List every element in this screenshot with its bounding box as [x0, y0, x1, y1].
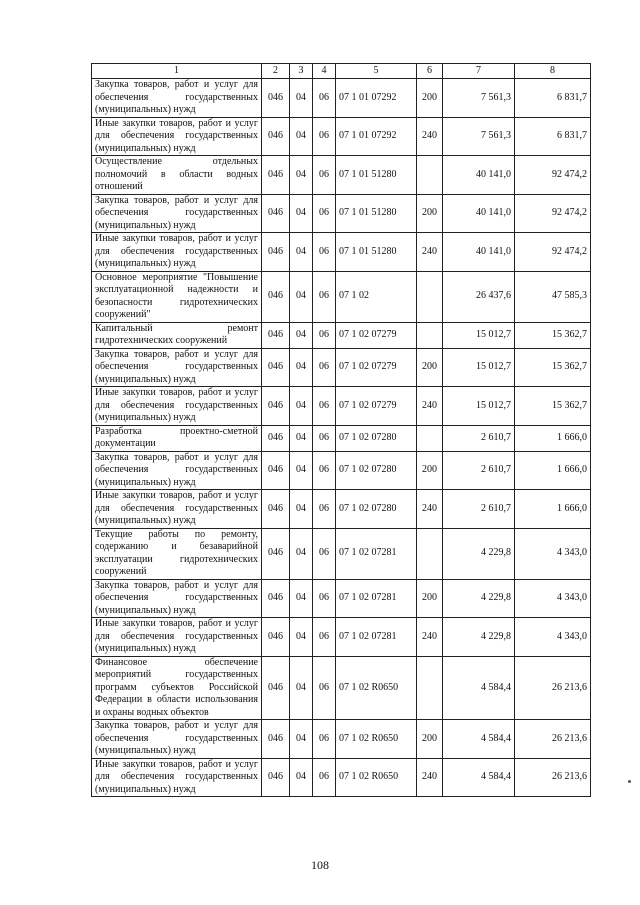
- admin-code-cell: 046: [262, 528, 290, 579]
- expense-type-cell: [417, 322, 443, 348]
- section-cell: 04: [290, 156, 313, 195]
- amount-year-2-cell: 6 831,7: [515, 117, 591, 156]
- target-article-cell: 07 1 01 51280: [336, 156, 417, 195]
- section-cell: 04: [290, 117, 313, 156]
- amount-year-2-cell: 15 362,7: [515, 348, 591, 387]
- expense-type-cell: 240: [417, 387, 443, 426]
- section-cell: 04: [290, 451, 313, 490]
- table-row: [92, 528, 591, 579]
- table-row: [92, 194, 591, 233]
- expense-type-cell: [417, 156, 443, 195]
- subsection-cell: 06: [313, 322, 336, 348]
- amount-year-1-cell: 40 141,0: [443, 233, 515, 272]
- row-name-cell: Закупка товаров, работ и услуг для обеспечения государственных (муниципальных) нужд: [92, 579, 262, 618]
- expense-type-cell: 200: [417, 194, 443, 233]
- subsection-cell: 06: [313, 618, 336, 657]
- amount-year-2-cell: 92 474,2: [515, 194, 591, 233]
- section-cell: 04: [290, 618, 313, 657]
- amount-year-1-cell: 4 229,8: [443, 618, 515, 657]
- table-row: [92, 387, 591, 426]
- amount-year-2-cell: 6 831,7: [515, 79, 591, 118]
- amount-year-1-cell: 2 610,7: [443, 490, 515, 529]
- target-article-cell: 07 1 01 07292: [336, 79, 417, 118]
- target-article-cell: 07 1 02 07279: [336, 387, 417, 426]
- row-name-cell: Иные закупки товаров, работ и услуг для обеспечения государственных (муниципальных) нужд: [92, 758, 262, 797]
- table-row: [92, 233, 591, 272]
- column-header: 7: [443, 64, 515, 79]
- table-row: [92, 490, 591, 529]
- admin-code-cell: 046: [262, 425, 290, 451]
- row-name-cell: Разработка проектно-сметной документации: [92, 425, 262, 451]
- amount-year-1-cell: 15 012,7: [443, 322, 515, 348]
- row-name-cell: Закупка товаров, работ и услуг для обеспечения государственных (муниципальных) нужд: [92, 79, 262, 118]
- row-name-cell: Иные закупки товаров, работ и услуг для обеспечения государственных (муниципальных) нужд: [92, 490, 262, 529]
- admin-code-cell: 046: [262, 720, 290, 759]
- amount-year-1-cell: 4 584,4: [443, 720, 515, 759]
- column-header: 5: [336, 64, 417, 79]
- expense-type-cell: [417, 425, 443, 451]
- target-article-cell: 07 1 02 R0650: [336, 656, 417, 720]
- amount-year-1-cell: 4 229,8: [443, 528, 515, 579]
- amount-year-2-cell: 15 362,7: [515, 387, 591, 426]
- table-row: [92, 451, 591, 490]
- target-article-cell: 07 1 02 07279: [336, 322, 417, 348]
- amount-year-1-cell: 2 610,7: [443, 451, 515, 490]
- amount-year-1-cell: 26 437,6: [443, 271, 515, 322]
- amount-year-1-cell: 7 561,3: [443, 79, 515, 118]
- admin-code-cell: 046: [262, 490, 290, 529]
- column-header: 6: [417, 64, 443, 79]
- table-row: [92, 656, 591, 720]
- expense-type-cell: [417, 656, 443, 720]
- table-row: [92, 348, 591, 387]
- table-row: [92, 618, 591, 657]
- admin-code-cell: 046: [262, 194, 290, 233]
- admin-code-cell: 046: [262, 656, 290, 720]
- amount-year-2-cell: 15 362,7: [515, 322, 591, 348]
- admin-code-cell: 046: [262, 579, 290, 618]
- subsection-cell: 06: [313, 271, 336, 322]
- target-article-cell: 07 1 02 R0650: [336, 720, 417, 759]
- column-header: 4: [313, 64, 336, 79]
- admin-code-cell: 046: [262, 451, 290, 490]
- expense-type-cell: 240: [417, 233, 443, 272]
- target-article-cell: 07 1 02 07280: [336, 490, 417, 529]
- section-cell: 04: [290, 271, 313, 322]
- admin-code-cell: 046: [262, 348, 290, 387]
- amount-year-2-cell: 4 343,0: [515, 528, 591, 579]
- expense-type-cell: 200: [417, 348, 443, 387]
- table-row: [92, 720, 591, 759]
- target-article-cell: 07 1 02 07280: [336, 425, 417, 451]
- table-row: [92, 322, 591, 348]
- amount-year-1-cell: 15 012,7: [443, 348, 515, 387]
- section-cell: 04: [290, 425, 313, 451]
- expense-type-cell: [417, 271, 443, 322]
- target-article-cell: 07 1 02 R0650: [336, 758, 417, 797]
- target-article-cell: 07 1 02 07279: [336, 348, 417, 387]
- subsection-cell: 06: [313, 194, 336, 233]
- row-name-cell: Закупка товаров, работ и услуг для обеспечения государственных (муниципальных) нужд: [92, 194, 262, 233]
- subsection-cell: 06: [313, 156, 336, 195]
- subsection-cell: 06: [313, 579, 336, 618]
- amount-year-2-cell: 92 474,2: [515, 156, 591, 195]
- row-name-cell: Основное мероприятие "Повышение эксплуатационной надежности и безопасности гидротехнических сооружений": [92, 271, 262, 322]
- amount-year-1-cell: 15 012,7: [443, 387, 515, 426]
- expense-type-cell: 240: [417, 618, 443, 657]
- row-name-cell: Иные закупки товаров, работ и услуг для обеспечения государственных (муниципальных) нужд: [92, 233, 262, 272]
- subsection-cell: 06: [313, 348, 336, 387]
- table-row: [92, 117, 591, 156]
- expense-type-cell: 200: [417, 720, 443, 759]
- section-cell: 04: [290, 490, 313, 529]
- amount-year-2-cell: 26 213,6: [515, 758, 591, 797]
- subsection-cell: 06: [313, 425, 336, 451]
- column-header: 3: [290, 64, 313, 79]
- table-row: [92, 579, 591, 618]
- amount-year-2-cell: 4 343,0: [515, 618, 591, 657]
- column-header: 2: [262, 64, 290, 79]
- subsection-cell: 06: [313, 758, 336, 797]
- table-row: [92, 425, 591, 451]
- amount-year-2-cell: 26 213,6: [515, 656, 591, 720]
- subsection-cell: 06: [313, 720, 336, 759]
- amount-year-2-cell: 47 585,3: [515, 271, 591, 322]
- row-name-cell: Иные закупки товаров, работ и услуг для обеспечения государственных (муниципальных) нужд: [92, 117, 262, 156]
- row-name-cell: Текущие работы по ремонту, содержанию и безаварийной эксплуатации гидротехнических сооружений: [92, 528, 262, 579]
- target-article-cell: 07 1 02 07280: [336, 451, 417, 490]
- subsection-cell: 06: [313, 528, 336, 579]
- admin-code-cell: 046: [262, 156, 290, 195]
- target-article-cell: 07 1 01 51280: [336, 233, 417, 272]
- section-cell: 04: [290, 720, 313, 759]
- expense-type-cell: 200: [417, 579, 443, 618]
- amount-year-2-cell: 1 666,0: [515, 425, 591, 451]
- target-article-cell: 07 1 02 07281: [336, 579, 417, 618]
- table-row: [92, 271, 591, 322]
- table-header-row: [92, 64, 591, 79]
- section-cell: 04: [290, 528, 313, 579]
- admin-code-cell: 046: [262, 387, 290, 426]
- admin-code-cell: 046: [262, 117, 290, 156]
- scan-artifact-dot: [628, 780, 631, 783]
- expense-type-cell: 240: [417, 490, 443, 529]
- amount-year-2-cell: 26 213,6: [515, 720, 591, 759]
- expense-type-cell: 200: [417, 451, 443, 490]
- row-name-cell: Закупка товаров, работ и услуг для обеспечения государственных (муниципальных) нужд: [92, 720, 262, 759]
- amount-year-2-cell: 4 343,0: [515, 579, 591, 618]
- subsection-cell: 06: [313, 656, 336, 720]
- admin-code-cell: 046: [262, 233, 290, 272]
- section-cell: 04: [290, 348, 313, 387]
- amount-year-1-cell: 2 610,7: [443, 425, 515, 451]
- page-number: 108: [311, 858, 329, 872]
- admin-code-cell: 046: [262, 79, 290, 118]
- section-cell: 04: [290, 387, 313, 426]
- target-article-cell: 07 1 01 07292: [336, 117, 417, 156]
- subsection-cell: 06: [313, 387, 336, 426]
- admin-code-cell: 046: [262, 322, 290, 348]
- budget-table-body: [92, 64, 591, 797]
- amount-year-1-cell: 4 584,4: [443, 758, 515, 797]
- expense-type-cell: 240: [417, 758, 443, 797]
- amount-year-2-cell: 1 666,0: [515, 451, 591, 490]
- column-header: 8: [515, 64, 591, 79]
- target-article-cell: 07 1 02 07281: [336, 618, 417, 657]
- row-name-cell: Иные закупки товаров, работ и услуг для обеспечения государственных (муниципальных) нужд: [92, 618, 262, 657]
- table-row: [92, 156, 591, 195]
- subsection-cell: 06: [313, 490, 336, 529]
- target-article-cell: 07 1 01 51280: [336, 194, 417, 233]
- amount-year-1-cell: 7 561,3: [443, 117, 515, 156]
- table-row: [92, 758, 591, 797]
- target-article-cell: 07 1 02 07281: [336, 528, 417, 579]
- target-article-cell: 07 1 02: [336, 271, 417, 322]
- row-name-cell: Финансовое обеспечение мероприятий государственных программ субъектов Российской Федерации в области использования и охраны водных объектов: [92, 656, 262, 720]
- amount-year-2-cell: 1 666,0: [515, 490, 591, 529]
- amount-year-2-cell: 92 474,2: [515, 233, 591, 272]
- row-name-cell: Закупка товаров, работ и услуг для обеспечения государственных (муниципальных) нужд: [92, 348, 262, 387]
- admin-code-cell: 046: [262, 758, 290, 797]
- budget-table: [91, 63, 591, 797]
- table-row: [92, 79, 591, 118]
- admin-code-cell: 046: [262, 271, 290, 322]
- section-cell: 04: [290, 79, 313, 118]
- amount-year-1-cell: 4 229,8: [443, 579, 515, 618]
- amount-year-1-cell: 4 584,4: [443, 656, 515, 720]
- section-cell: 04: [290, 322, 313, 348]
- section-cell: 04: [290, 233, 313, 272]
- subsection-cell: 06: [313, 79, 336, 118]
- section-cell: 04: [290, 656, 313, 720]
- column-header: 1: [92, 64, 262, 79]
- section-cell: 04: [290, 194, 313, 233]
- section-cell: 04: [290, 758, 313, 797]
- section-cell: 04: [290, 579, 313, 618]
- subsection-cell: 06: [313, 451, 336, 490]
- row-name-cell: Осуществление отдельных полномочий в области водных отношений: [92, 156, 262, 195]
- subsection-cell: 06: [313, 117, 336, 156]
- amount-year-1-cell: 40 141,0: [443, 156, 515, 195]
- expense-type-cell: 240: [417, 117, 443, 156]
- expense-type-cell: [417, 528, 443, 579]
- row-name-cell: Капитальный ремонт гидротехнических сооружений: [92, 322, 262, 348]
- amount-year-1-cell: 40 141,0: [443, 194, 515, 233]
- expense-type-cell: 200: [417, 79, 443, 118]
- admin-code-cell: 046: [262, 618, 290, 657]
- row-name-cell: Иные закупки товаров, работ и услуг для обеспечения государственных (муниципальных) нужд: [92, 387, 262, 426]
- row-name-cell: Закупка товаров, работ и услуг для обеспечения государственных (муниципальных) нужд: [92, 451, 262, 490]
- subsection-cell: 06: [313, 233, 336, 272]
